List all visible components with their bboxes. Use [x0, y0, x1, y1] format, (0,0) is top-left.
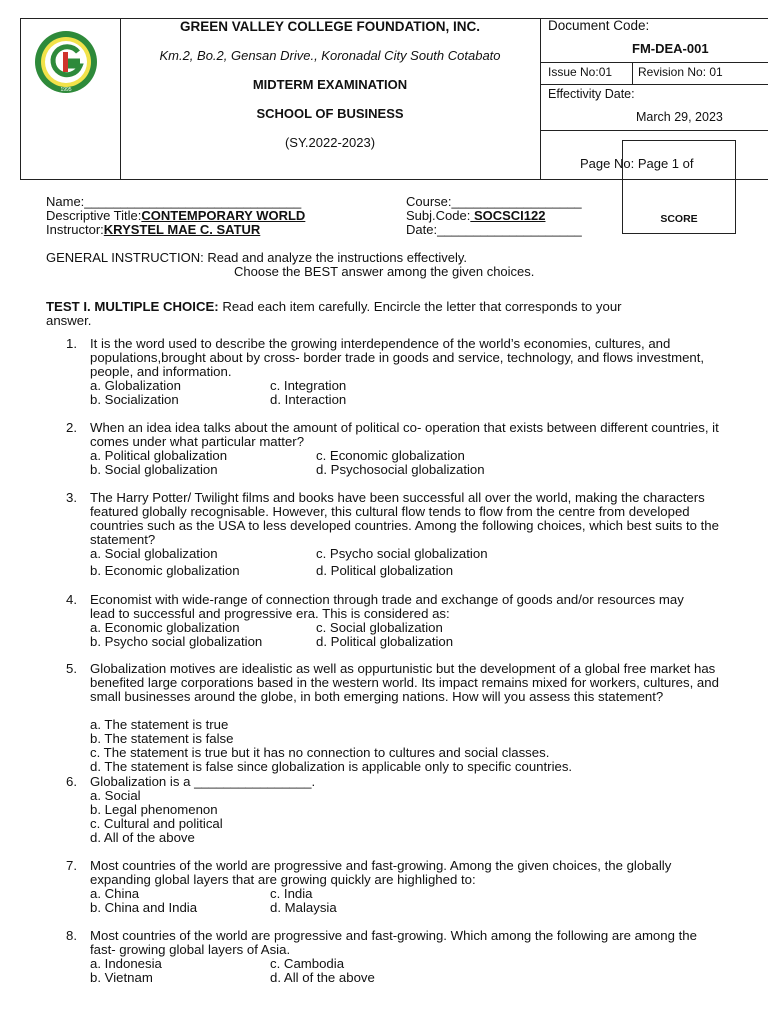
option-b[interactable]: b. Economic globalization — [90, 563, 240, 578]
school-name: SCHOOL OF BUSINESS — [256, 106, 404, 121]
option-d[interactable]: d. Psychosocial globalization — [316, 462, 485, 477]
question-5 — [46, 661, 736, 774]
question-4 — [46, 592, 736, 649]
question-number: 2. — [66, 420, 77, 435]
option-b[interactable]: b. Social globalization — [90, 462, 218, 477]
option-d[interactable]: d. All of the above — [90, 830, 195, 845]
question-8 — [46, 928, 736, 985]
question-number: 3. — [66, 490, 77, 505]
option-b[interactable]: b. The statement is false — [90, 731, 234, 746]
question-stem: Most countries of the world are progressive and fast-growing. Which among the following are among the fast- growing global layers of Asia. — [90, 928, 697, 957]
descriptive-title-value: CONTEMPORARY WORLD — [141, 208, 306, 223]
descriptive-title-row — [46, 208, 305, 223]
question-stem: Economist with wide-range of connection through trade and exchange of goods and/or resources may lead to successful and progressive era. This is considered as: — [90, 592, 684, 621]
option-c[interactable]: c. Economic globalization — [316, 448, 465, 463]
question-7 — [46, 858, 736, 915]
descriptive-title-label: Descriptive Title: — [46, 208, 142, 223]
issue-number: Issue No:01 — [548, 65, 613, 79]
subject-code-row — [406, 208, 545, 223]
page-number: Page No: Page 1 of — [580, 156, 694, 171]
question-stem: When an idea idea talks about the amount of political co- operation that exists between different countries, it comes under what particular matter? — [90, 420, 719, 449]
option-d[interactable]: d. Political globalization — [316, 563, 454, 578]
option-c[interactable]: c. Psycho social globalization — [316, 546, 488, 561]
option-a[interactable]: a. Social — [90, 788, 141, 803]
option-a[interactable]: a. Economic globalization — [90, 620, 240, 635]
option-d[interactable]: d. Interaction — [270, 392, 347, 407]
subject-code-value: SOCSCI122 — [470, 208, 546, 223]
school-year: (SY.2022-2023) — [284, 135, 376, 150]
doc-code: FM-DEA-001 — [632, 41, 709, 56]
option-d[interactable]: d. The statement is false since globalization is applicable only to specific countries. — [90, 759, 573, 774]
subject-code-label: Subj.Code: — [406, 208, 471, 223]
question-1 — [46, 336, 736, 407]
general-instruction-2: Choose the BEST answer among the given choices. — [234, 264, 535, 279]
question-stem: Globalization is a ________________. — [90, 774, 316, 789]
test-title: TEST I. MULTIPLE CHOICE: — [46, 299, 219, 314]
question-number: 5. — [66, 661, 77, 676]
test-instruction-2: answer. — [46, 313, 92, 328]
test-instruction: Read each item carefully. Encircle the letter that corresponds to your — [218, 299, 622, 314]
date-field[interactable]: Date:____________________ — [406, 222, 582, 237]
question-number: 4. — [66, 592, 77, 607]
question-2 — [46, 420, 736, 477]
logo-year: 1995 — [60, 87, 72, 93]
test-heading — [46, 300, 746, 328]
option-c[interactable]: c. Cambodia — [270, 956, 345, 971]
option-a[interactable]: a. China — [90, 886, 140, 901]
option-b[interactable]: b. Legal phenomenon — [90, 802, 218, 817]
effectivity-date: March 29, 2023 — [636, 110, 723, 124]
option-a[interactable]: a. The statement is true — [90, 717, 229, 732]
option-a[interactable]: a. Globalization — [90, 378, 181, 393]
score-label: SCORE — [660, 213, 698, 225]
question-number: 7. — [66, 858, 77, 873]
header-divider — [540, 18, 541, 180]
doc-code-label: Document Code: — [548, 18, 650, 33]
option-b[interactable]: b. Psycho social globalization — [90, 634, 263, 649]
exam-title: MIDTERM EXAMINATION — [252, 77, 408, 92]
question-stem: It is the word used to describe the growing interdependence of the world’s economies, cultures, and populations,brought about by cross- border trade in goods and service, technology, and flows investment, people, and information. — [90, 336, 705, 379]
institution-address: Km.2, Bo.2, Gensan Drive., Koronadal City South Cotabato — [159, 48, 501, 63]
question-3 — [46, 490, 736, 578]
header-divider — [540, 62, 768, 63]
instructor-label: Instructor: — [46, 222, 104, 237]
header-divider — [540, 84, 768, 85]
instructor-value: KRYSTEL MAE C. SATUR — [103, 222, 261, 237]
option-a[interactable]: a. Social globalization — [90, 546, 218, 561]
option-b[interactable]: b. Socialization — [90, 392, 179, 407]
question-6 — [46, 774, 736, 845]
option-c[interactable]: c. Cultural and political — [90, 816, 223, 831]
header-divider — [632, 62, 633, 84]
question-number: 8. — [66, 928, 77, 943]
option-d[interactable]: d. Malaysia — [270, 900, 337, 915]
header-divider — [120, 18, 121, 180]
course-field[interactable]: Course:__________________ — [406, 194, 582, 209]
institution-name: GREEN VALLEY COLLEGE FOUNDATION, INC. — [179, 19, 480, 34]
question-stem: Most countries of the world are progressive and fast-growing. Among the given choices, the globally expanding global layers that are growing quickly are highlighed to: — [90, 858, 672, 887]
instructor-row — [46, 222, 260, 237]
question-stem: The Harry Potter/ Twilight films and books have been successful all over the world, making the characters featured globally recognisable. However, this cultural flow tends to flow from the centre from developed countries such as the USA to less developed countries. Among the following choices, which best suits to the statement? — [90, 490, 719, 547]
question-stem: Globalization motives are idealistic as well as oppurtunistic but the development of a global free market has benefited large corporations based in the western world. Its impact remains mixed for workers, cultures, and small businesses around the globe, in both emerging nations. How will you assess this statement? — [90, 661, 719, 704]
option-a[interactable]: a. Political globalization — [90, 448, 228, 463]
college-logo — [34, 30, 98, 94]
option-d[interactable]: d. All of the above — [270, 970, 375, 985]
option-b[interactable]: b. China and India — [90, 900, 198, 915]
effectivity-label: Effectivity Date: — [548, 87, 635, 101]
name-field[interactable]: Name:______________________________ — [46, 194, 302, 209]
option-b[interactable]: b. Vietnam — [90, 970, 153, 985]
option-c[interactable]: c. Integration — [270, 378, 347, 393]
general-instruction: GENERAL INSTRUCTION: Read and analyze the instructions effectively. — [46, 250, 467, 265]
header-divider — [540, 130, 768, 131]
option-a[interactable]: a. Indonesia — [90, 956, 162, 971]
revision-number: Revision No: 01 — [638, 65, 723, 79]
option-c[interactable]: c. India — [270, 886, 313, 901]
option-c[interactable]: c. Social globalization — [316, 620, 443, 635]
option-d[interactable]: d. Political globalization — [316, 634, 454, 649]
option-c[interactable]: c. The statement is true but it has no connection to cultures and social classes. — [90, 745, 550, 760]
question-number: 1. — [66, 336, 77, 351]
question-number: 6. — [66, 774, 77, 789]
